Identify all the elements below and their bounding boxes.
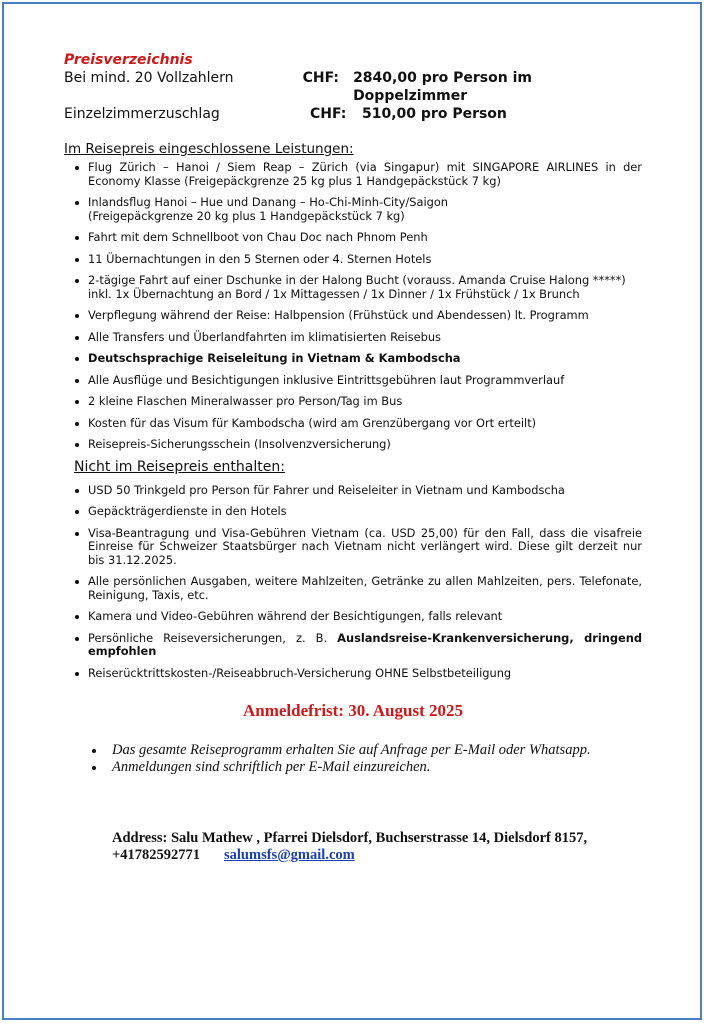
list-item: 11 Übernachtungen in den 5 Sternen oder 4. Sternen Hotels [64,253,642,267]
list-item: Gepäckträgerdienste in den Hotels [64,505,642,519]
list-item: Alle persönlichen Ausgaben, weitere Mahlzeiten, Getränke zu allen Mahlzeiten, pers. Telefonate, Reinigung, Taxis, etc. [64,575,642,602]
list-item-emphasis: Auslandsreise-Krankenversicherung, dringend empfohlen [88,630,642,658]
list-item-line: Inlandsflug Hanoi – Hue und Danang – Ho-Chi-Minh-City/Saigon [88,195,449,209]
included-heading: Im Reisepreis eingeschlossene Leistungen: [64,141,354,157]
list-item: Fahrt mit dem Schnellboot von Chau Doc nach Phnom Penh [64,231,642,245]
document-content [64,52,642,864]
list-item-line: inkl. 1x Übernachtung an Bord / 1x Mittagessen / 1x Dinner / 1x Frühstück / 1x Brunch [88,286,580,301]
list-item-prefix: Persönliche Reiseversicherungen, z. B. [88,630,338,645]
price-row [64,69,642,105]
list-item: Flug Zürich – Hanoi / Siem Reap – Zürich (via Singapur) mit SINGAPORE AIRLINES in der Economy Klasse (Freigepäckgrenze 25 kg plus 1 Handgepäckstück 7 kg) [64,161,642,188]
price-currency: CHF: [310,106,347,122]
list-item: 2 kleine Flaschen Mineralwasser pro Person/Tag im Bus [64,395,642,409]
phone-number: +41782592771 [112,847,201,863]
list-item [64,274,642,301]
list-item: Verpflegung während der Reise: Halbpension (Frühstück und Abendessen) lt. Programm [64,309,642,323]
included-list [64,161,642,452]
price-value: 2840,00 pro Person im Doppelzimmer [353,70,532,104]
not-included-heading: Nicht im Reisepreis enthalten: [74,458,285,475]
list-item: Kamera und Video-Gebühren während der Besichtigungen, falls relevant [64,610,642,624]
list-item-line: (Freigepäckgrenze 20 kg plus 1 Handgepäckstück 7 kg) [88,208,405,223]
list-item: Reisepreis-Sicherungsschein (Insolvenzversicherung) [64,438,642,452]
address-text: Address: Salu Mathew , Pfarrei Dielsdorf, Buchserstrasse 14, Dielsdorf 8157, [112,830,588,846]
registration-deadline: Anmeldefrist: 30. August 2025 [242,701,464,720]
price-label: Bei mind. 20 Vollzahlern [64,70,234,86]
price-row [64,105,642,123]
price-label: Einzelzimmerzuschlag [64,106,220,122]
note-item: Das gesamte Reiseprogramm erhalten Sie auf Anfrage per E-Mail oder Whatsapp. [64,742,642,759]
list-item: Kosten für das Visum für Kambodscha (wird am Grenzübergang vor Ort erteilt) [64,417,642,431]
list-item: Reiserücktrittskosten-/Reiseabbruch-Versicherung OHNE Selbstbeteiligung [64,667,642,681]
list-item: Alle Ausflüge und Besichtigungen inklusive Eintrittsgebühren laut Programmverlauf [64,374,642,388]
email-link[interactable]: salumsfs@gmail.com [224,847,355,863]
price-list-title: Preisverzeichnis [64,52,193,68]
contact-address [64,830,642,864]
list-item: Alle Transfers und Überlandfahrten im klimatisierten Reisebus [64,331,642,345]
list-item: Deutschsprachige Reiseleitung in Vietnam & Kambodscha [64,352,642,366]
document-page [2,2,702,1020]
not-included-list [64,484,642,681]
list-item: Visa-Beantragung und Visa-Gebühren Vietnam (ca. USD 25,00) für den Fall, dass die visafreie Einreise für Schweizer Staatsbürger nach Vietnam nicht verlängert wird. Diese gilt derzeit nur bis 31.12.2025. [64,527,642,568]
list-item-line: 2-tägige Fahrt auf einer Dschunke in der Halong Bucht (vorauss. Amanda Cruise Halong *****) [88,273,626,287]
price-currency: CHF: [302,70,340,86]
notes-list [64,742,642,776]
list-item: USD 50 Trinkgeld pro Person für Fahrer und Reiseleiter in Vietnam und Kambodscha [64,484,642,498]
list-item [64,632,642,659]
price-value: 510,00 pro Person [362,106,507,122]
list-item [64,196,642,223]
note-item: Anmeldungen sind schriftlich per E-Mail einzureichen. [64,759,642,776]
